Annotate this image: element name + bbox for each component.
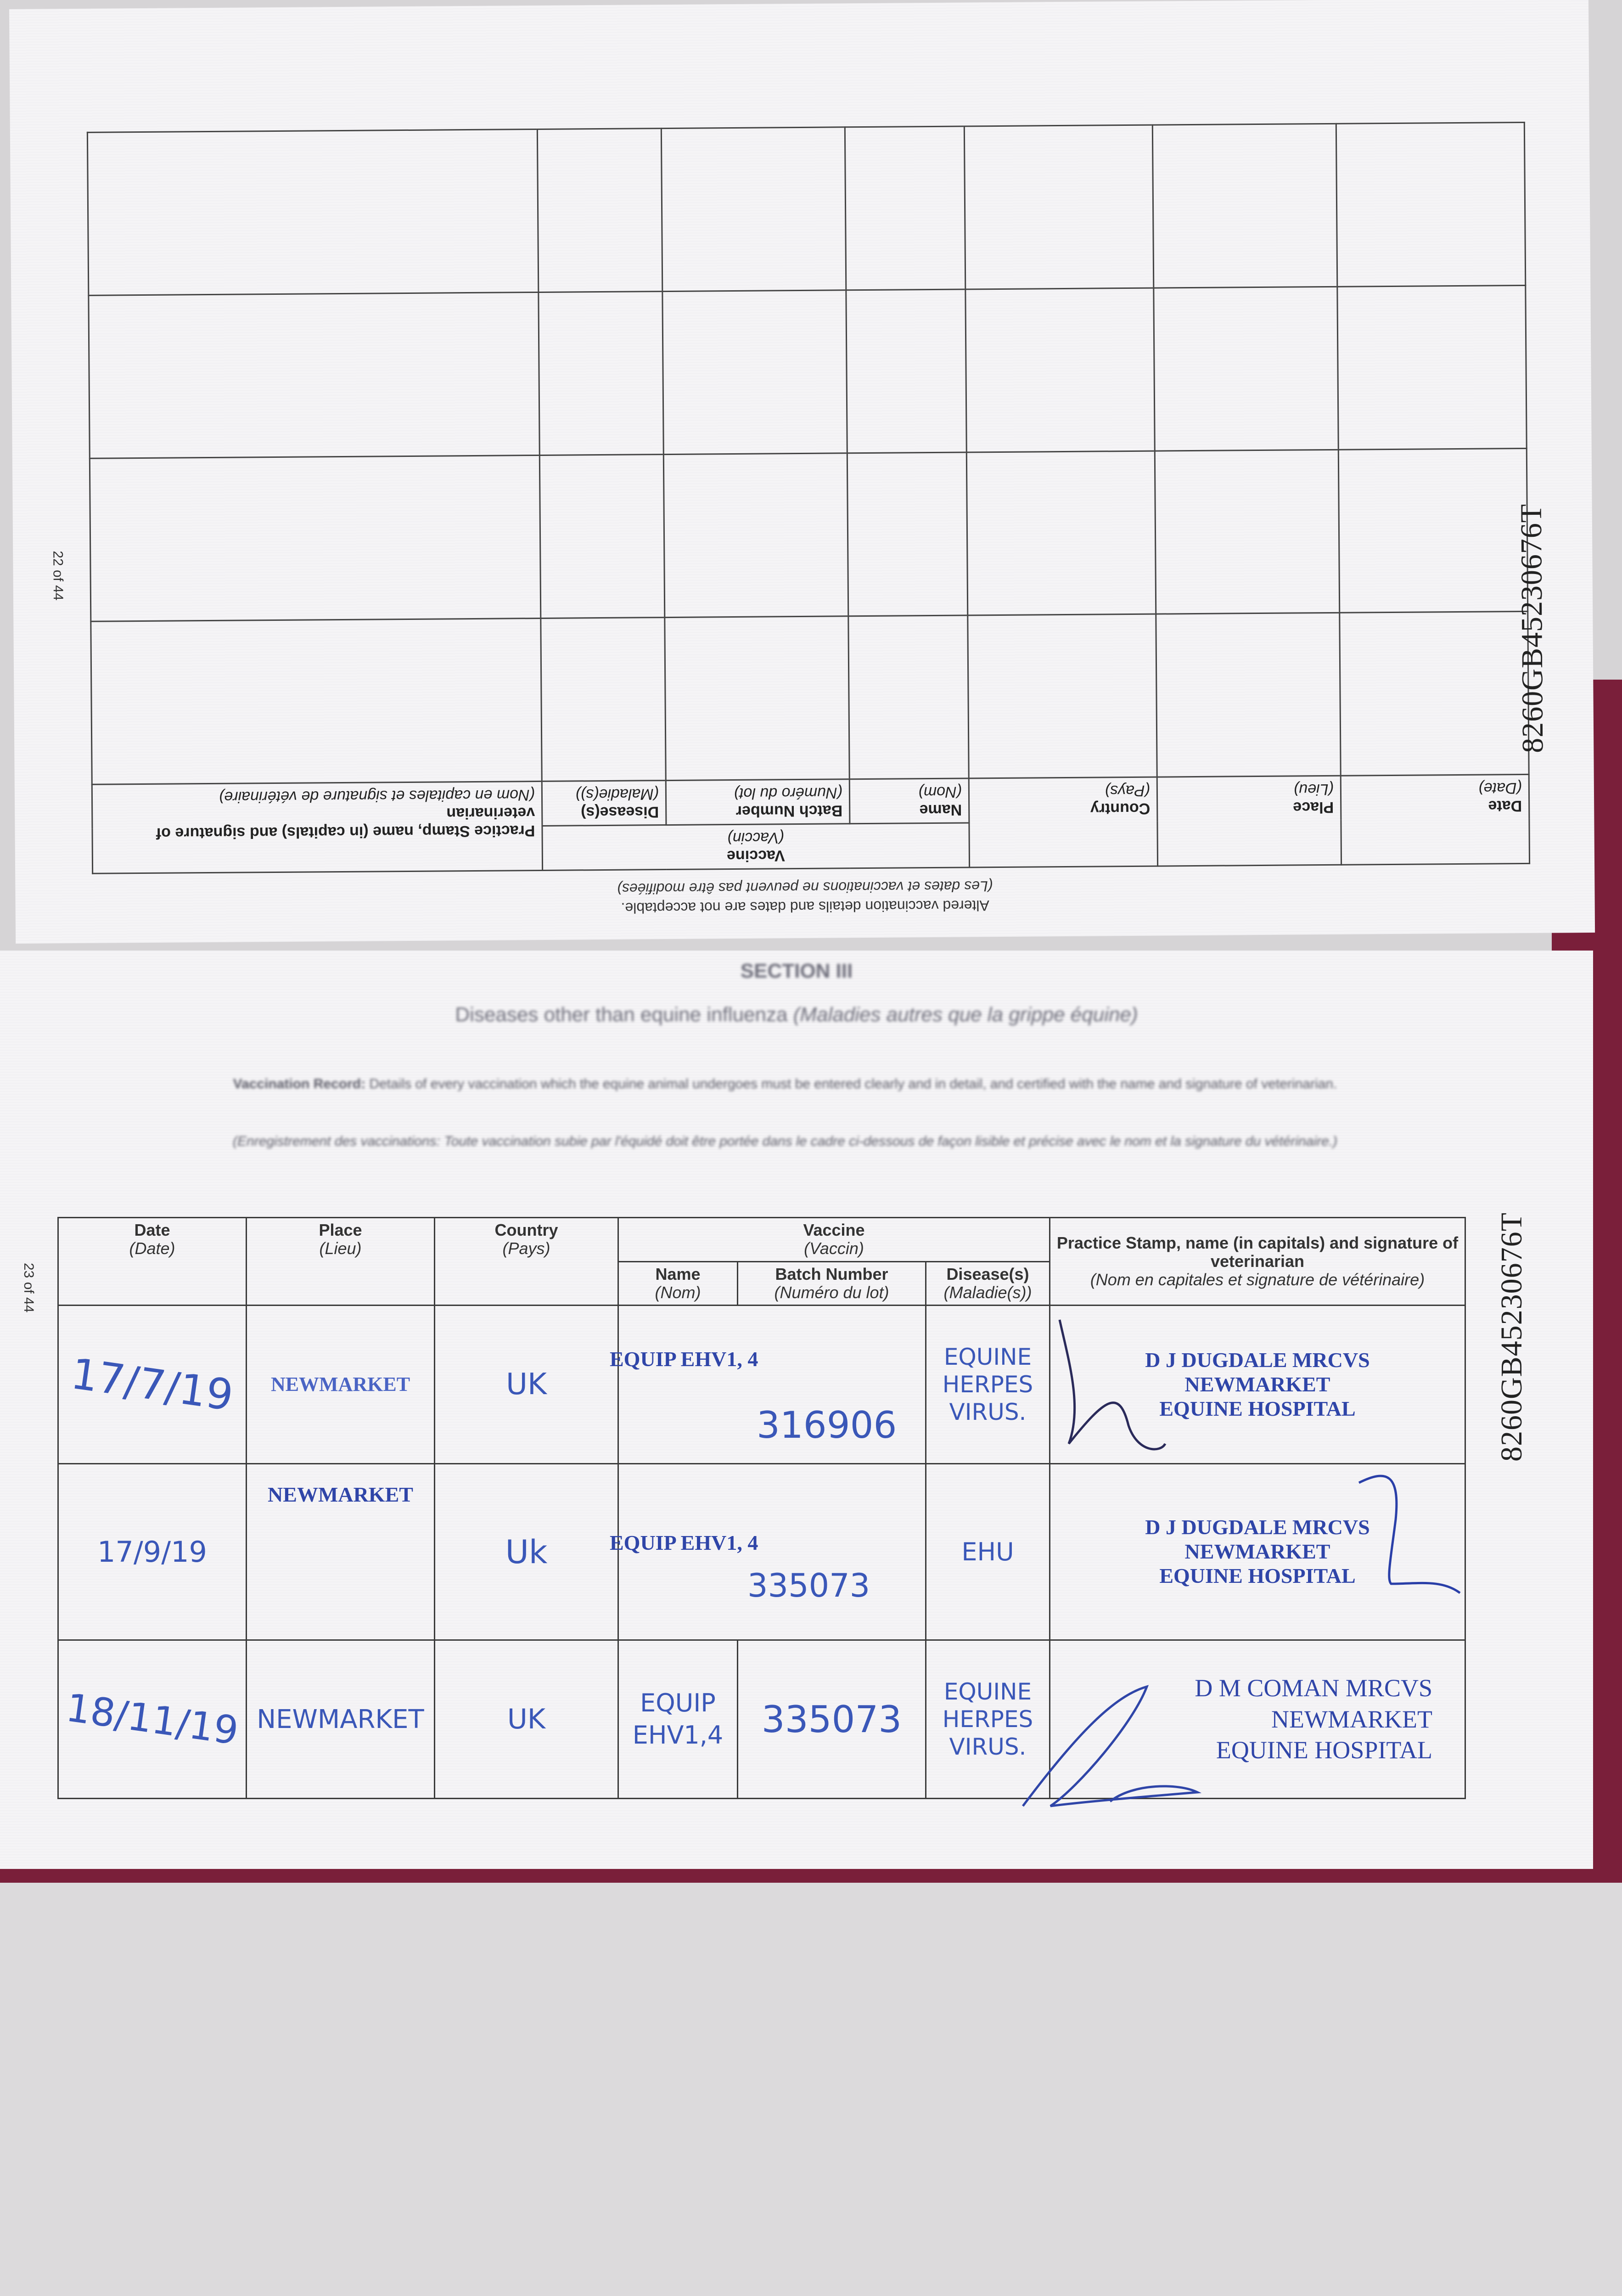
upper-page-rotated-content [9,0,1595,944]
row-disease: EHU [926,1464,1050,1640]
row-disease: EQUINE HERPES VIRUS. [926,1306,1050,1464]
row-place: NEWMARKET [247,1464,435,1640]
row-vaccine: EQUIP EHV1, 4 [610,1531,758,1555]
row-batch: 335073 [738,1640,926,1799]
row-country: UK [435,1640,618,1799]
upper-header-date: Date (Date) [1341,774,1529,865]
upper-header-batch: Batch Number (Numéro du lot) [666,779,850,825]
row-batch: 335073 [747,1567,870,1605]
header-country: Country (Pays) [435,1218,618,1306]
header-disease: Disease(s) (Maladie(s)) [926,1261,1050,1306]
table-row [89,285,1527,458]
lower-id-code: 8260GB45230676T [1495,1212,1528,1462]
header-place: Place (Lieu) [247,1218,435,1306]
header-vaccine: Vaccine (Vaccin) [618,1218,1050,1262]
header-stamp: Practice Stamp, name (in capitals) and signature of veterinarian (Nom en capitales et signature de vétérinaire) [1050,1218,1465,1306]
upper-notice: Altered vaccination details and dates are not acceptable. [621,897,989,917]
header-name: Name (Nom) [618,1261,738,1306]
table-row [90,448,1527,621]
upper-header-stamp: Practice Stamp, name (in capitals) and signature of veterinarian (Nom en capitales et signature de vétérinaire) [92,781,542,873]
upper-header-vaccine: Vaccine (Vaccin) [542,823,970,871]
section-subtitle: Diseases other than equine influenza (Maladies autres que la grippe équine) [455,1003,1138,1026]
lower-page-number: 23 of 44 [21,1263,36,1313]
vaccination-table [57,1217,1466,1799]
row-vaccine-batch [610,1306,926,1464]
row-stamp: D J DUGDALE MRCVS NEWMARKET EQUINE HOSPITAL [1050,1306,1465,1464]
row-country: Uk [435,1464,618,1640]
signature [1345,1464,1465,1616]
row-disease: EQUINE HERPES VIRUS. [926,1640,1050,1799]
upper-header-name: Name (Nom) [849,778,969,824]
row-vaccine: EQUIP EHV1,4 [618,1640,738,1799]
table-row [91,611,1529,784]
upper-header-disease: Disease(s) (Maladie(s)) [542,780,666,826]
row-stamp: D M COMAN MRCVS NEWMARKET EQUINE HOSPITAL [1050,1640,1465,1799]
upper-notice-fr: (Les dates et vaccinations ne peuvent pas être modifiées) [617,878,993,897]
upper-header-place: Place (Lieu) [1157,776,1341,866]
row-place: NEWMARKET [247,1640,435,1799]
intro-text-fr: (Enregistrement des vaccinations: Toute vaccination subie par l'équidé doit être portée dans le cadre ci-dessous de façon lisible et précise avec le nom et la signature du vétérinaire.) [233,1134,1337,1149]
row-vaccine: EQUIP EHV1, 4 [610,1347,758,1371]
upper-id-code: 8260GB45230676T [1514,503,1550,754]
row-date: 17/7/19 [58,1306,247,1464]
row-batch: 316906 [757,1404,897,1447]
row-vaccine-batch [610,1464,926,1640]
table-row [87,122,1525,295]
section-title: SECTION III [740,960,853,982]
table-row [58,1464,1465,1640]
intro-text: Vaccination Record: Details of every vaccination which the equine animal undergoes must be entered clearly and in detail, and certified with the name and signature of veterinarian. [233,1076,1337,1092]
upper-page [9,0,1595,944]
row-place: NEWMARKET [247,1306,435,1464]
row-country: UK [435,1306,618,1464]
row-date: 17/9/19 [58,1464,247,1640]
header-batch: Batch Number (Numéro du lot) [738,1261,926,1306]
table-row [58,1306,1465,1464]
signature [995,1668,1234,1815]
upper-vaccination-table [87,122,1530,874]
row-stamp: D J DUGDALE MRCVS NEWMARKET EQUINE HOSPITAL [1050,1464,1465,1640]
header-date: Date (Date) [58,1218,247,1306]
signature [1050,1306,1170,1458]
upper-page-number: 22 of 44 [50,551,66,601]
scanner-bed [0,1883,1622,2296]
row-date: 18/11/19 [58,1640,247,1799]
table-row [58,1640,1465,1799]
upper-header-country: Country (Pays) [969,777,1157,867]
